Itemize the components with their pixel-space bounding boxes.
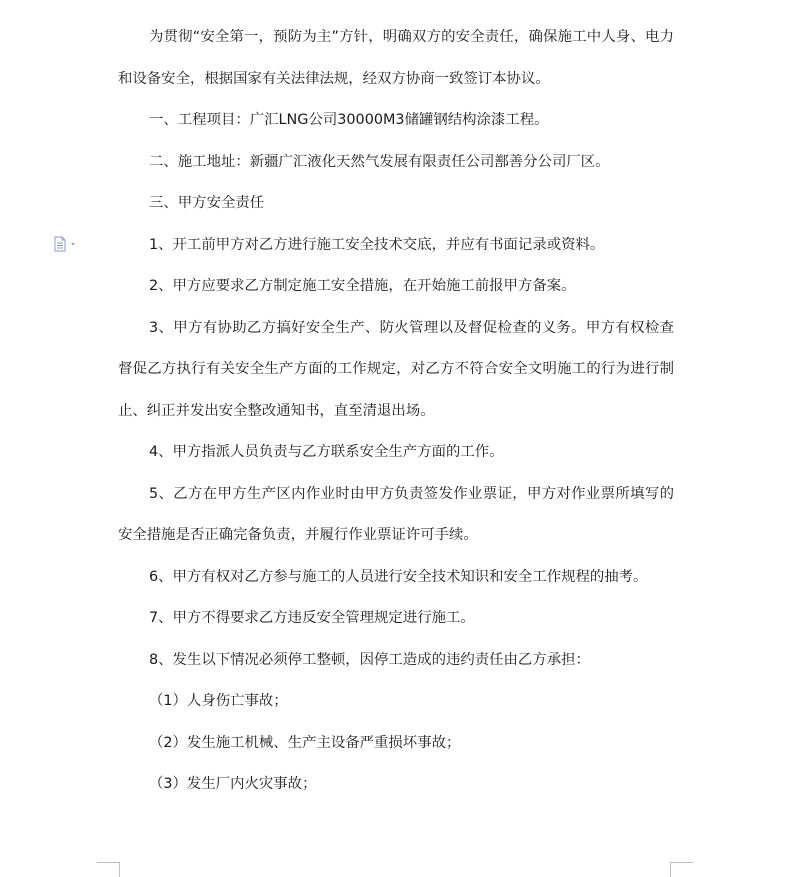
sub-item-1: （1）人身伤亡事故； — [149, 693, 288, 709]
paragraph-project: 一、工程项目：广汇LNG公司30000M3储罐钢结构涂漆工程。 — [149, 112, 549, 128]
list-item-4: 4、甲方指派人员负责与乙方联系安全生产方面的工作。 — [149, 444, 504, 460]
list-item-1: 1、开工前甲方对乙方进行施工安全技术交底，并应有书面记录或资料。 — [149, 236, 605, 253]
document-body[interactable] — [118, 17, 674, 806]
list-item-3: 3、甲方有协助乙方搞好安全生产、防火管理以及督促检查的义务。甲方有权检查督促乙方执行有关安全生产方面的工作规定，对乙方不符合安全文明施工的行为进行制止、纠正并发出安全整改通知书，直至清退出场。 — [118, 319, 674, 419]
sub-item-2: （2）发生施工机械、生产主设备严重损坏事故； — [149, 734, 461, 751]
list-item-2: 2、甲方应要求乙方制定施工安全措施，在开始施工前报甲方备案。 — [149, 278, 576, 294]
sub-item-3: （3）发生厂内火灾事故； — [149, 776, 317, 792]
paragraph-intro: 为贯彻“安全第一，预防为主”方针，明确双方的安全责任，确保施工中人身、电力和设备安全，根据国家有关法律法规，经双方协商一致签订本协议。 — [118, 29, 674, 87]
list-item-5: 5、乙方在甲方生产区内作业时由甲方负责签发作业票证，甲方对作业票所填写的安全措施是否正确完备负责，并履行作业票证许可手续。 — [118, 485, 674, 543]
section-heading-party-a: 三、甲方安全责任 — [149, 195, 265, 211]
document-with-dropdown-icon — [54, 236, 82, 252]
list-item-8: 8、发生以下情况必须停工整顿，因停工造成的违约责任由乙方承担： — [149, 651, 590, 668]
list-item-7: 7、甲方不得要求乙方违反安全管理规定进行施工。 — [149, 610, 475, 626]
page-corner-marker-left — [97, 862, 120, 877]
page-corner-marker-right — [670, 862, 693, 877]
list-item-6: 6、甲方有权对乙方参与施工的人员进行安全技术知识和安全工作规程的抽考。 — [149, 568, 648, 585]
paragraph-address: 二、施工地址：新疆广汇液化天然气发展有限责任公司鄯善分公司厂区。 — [149, 153, 610, 170]
document-icon[interactable] — [54, 236, 82, 252]
